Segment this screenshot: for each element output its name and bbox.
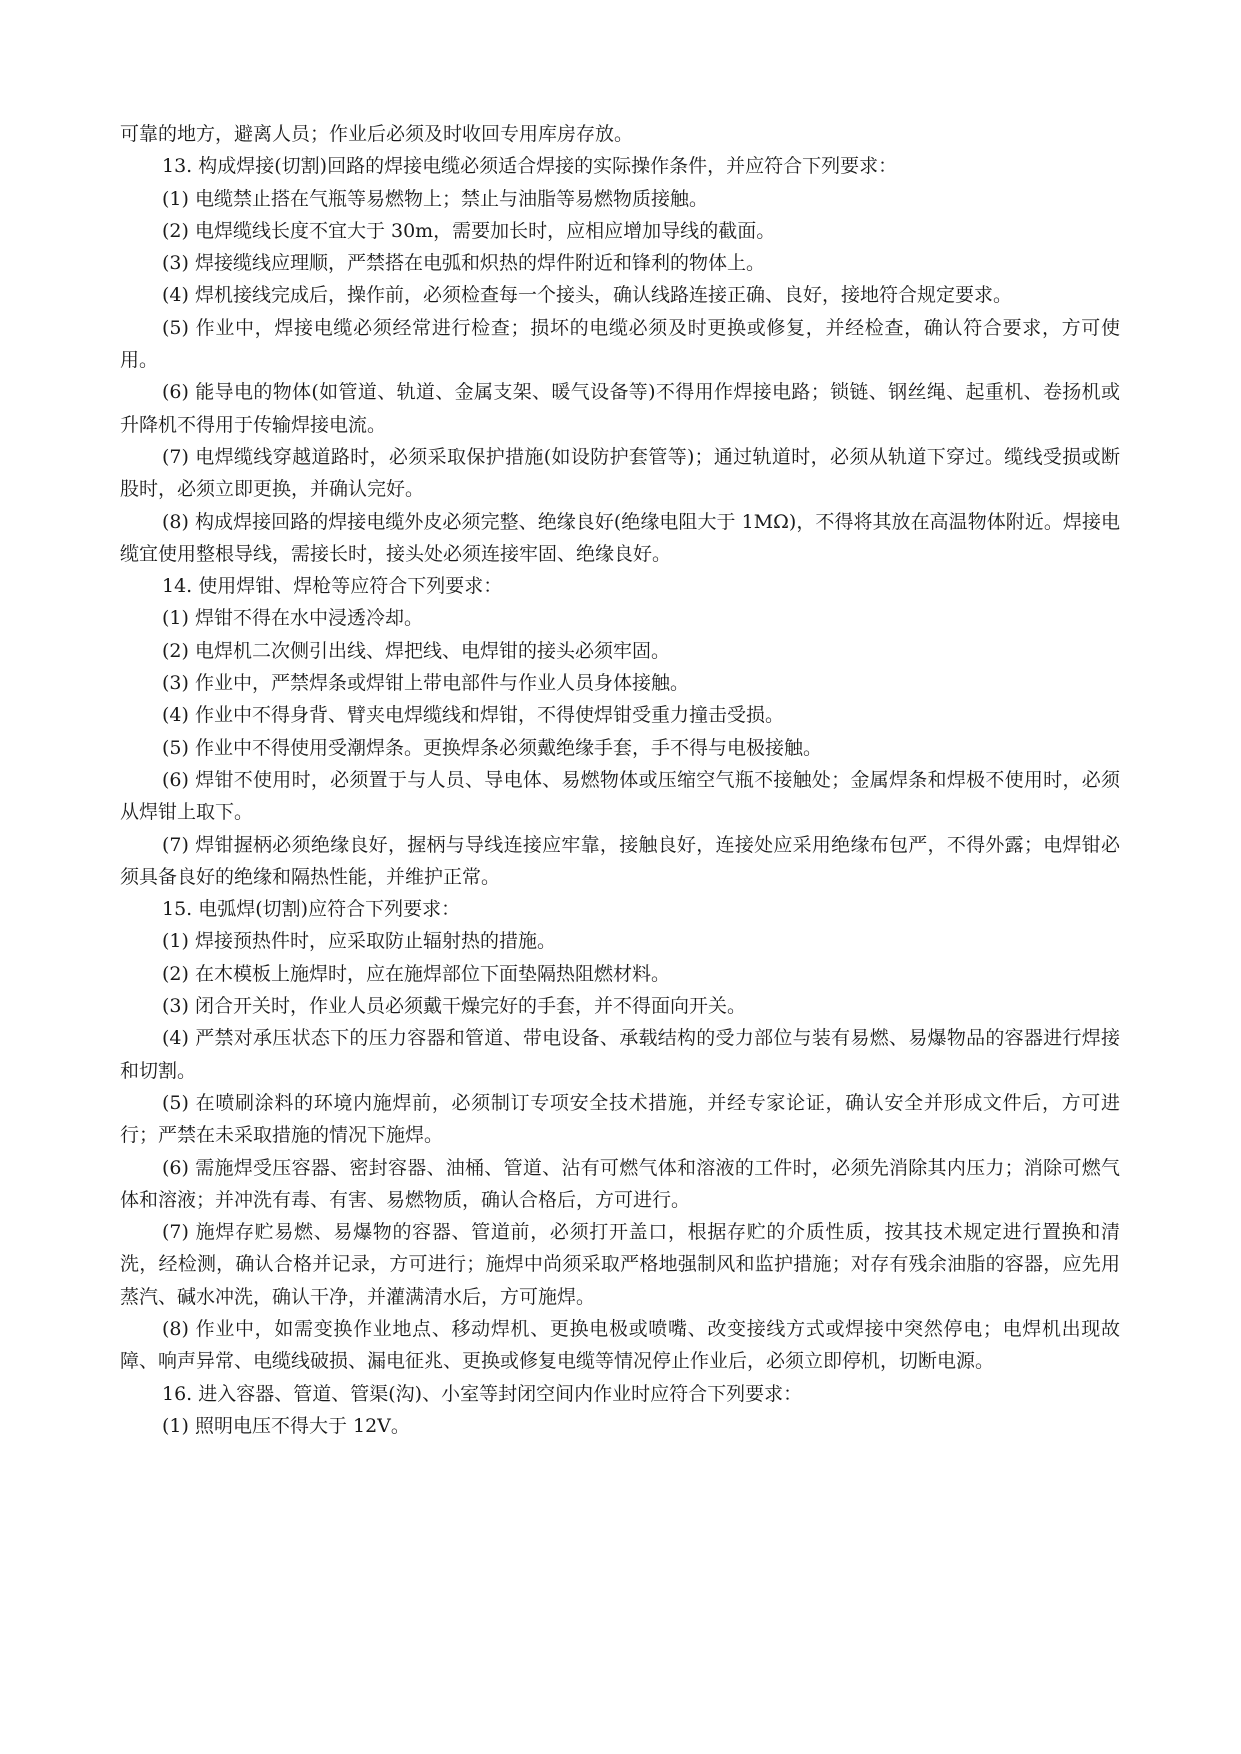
paragraph: (3) 闭合开关时，作业人员必须戴干燥完好的手套，并不得面向开关。 xyxy=(162,995,746,1018)
paragraph: (7) 焊钳握柄必须绝缘良好，握柄与导线连接应牢靠，接触良好，连接处应采用绝缘布包严，不得外露；电焊钳必须具备良好的绝缘和隔热性能，并维护正常。 xyxy=(120,833,1120,888)
paragraph: (8) 构成焊接回路的焊接电缆外皮必须完整、绝缘良好(绝缘电阻大于 1MΩ)，不得将其放在高温物体附近。焊接电缆宜使用整根导线，需接长时，接头处必须连接牢固、绝缘良好。 xyxy=(120,510,1120,565)
paragraph: (1) 焊钳不得在水中浸透冷却。 xyxy=(162,607,423,630)
paragraph: (3) 作业中，严禁焊条或焊钳上带电部件与作业人员身体接触。 xyxy=(162,672,689,695)
paragraph: 13. 构成焊接(切割)回路的焊接电缆必须适合焊接的实际操作条件，并应符合下列要求： xyxy=(162,155,898,178)
paragraph: (2) 电焊机二次侧引出线、焊把线、电焊钳的接头必须牢固。 xyxy=(162,639,670,662)
document-body xyxy=(120,118,1120,1442)
paragraph: (4) 作业中不得身背、臂夹电焊缆线和焊钳，不得使焊钳受重力撞击受损。 xyxy=(162,704,784,727)
paragraph: (6) 能导电的物体(如管道、轨道、金属支架、暖气设备等)不得用作焊接电路；锁链、钢丝绳、起重机、卷扬机或升降机不得用于传输焊接电流。 xyxy=(120,381,1120,436)
paragraph: (1) 照明电压不得大于 12V。 xyxy=(162,1414,410,1437)
paragraph: (1) 电缆禁止搭在气瓶等易燃物上；禁止与油脂等易燃物质接触。 xyxy=(162,187,708,210)
paragraph: (8) 作业中，如需变换作业地点、移动焊机、更换电极或喷嘴、改变接线方式或焊接中突然停电；电焊机出现故障、响声异常、电缆线破损、漏电征兆、更换或修复电缆等情况停止作业后，必须立即停机，切断电源。 xyxy=(120,1317,1120,1373)
paragraph: 16. 进入容器、管道、管渠(沟)、小室等封闭空间内作业时应符合下列要求： xyxy=(162,1382,803,1405)
paragraph: (5) 作业中不得使用受潮焊条。更换焊条必须戴绝缘手套，手不得与电极接触。 xyxy=(162,736,822,759)
paragraph: (4) 严禁对承压状态下的压力容器和管道、带电设备、承载结构的受力部位与装有易燃、易爆物品的容器进行焊接和切割。 xyxy=(120,1027,1120,1082)
paragraph: (2) 电焊缆线长度不宜大于 30m，需要加长时，应相应增加导线的截面。 xyxy=(162,219,776,242)
paragraph: (5) 在喷刷涂料的环境内施焊前，必须制订专项安全技术措施，并经专家论证，确认安全并形成文件后，方可进行；严禁在未采取措施的情况下施焊。 xyxy=(120,1091,1120,1147)
paragraph: (6) 焊钳不使用时，必须置于与人员、导电体、易燃物体或压缩空气瓶不接触处；金属焊条和焊极不使用时，必须从焊钳上取下。 xyxy=(120,768,1120,824)
paragraph: 15. 电弧焊(切割)应符合下列要求： xyxy=(162,898,461,921)
paragraph: (4) 焊机接线完成后，操作前，必须检查每一个接头，确认线路连接正确、良好，接地符合规定要求。 xyxy=(162,284,1012,307)
paragraph: (7) 电焊缆线穿越道路时，必须采取保护措施(如设防护套管等)；通过轨道时，必须从轨道下穿过。缆线受损或断股时，必须立即更换，并确认完好。 xyxy=(120,445,1120,501)
paragraph: (3) 焊接缆线应理顺，严禁搭在电弧和炽热的焊件附近和锋利的物体上。 xyxy=(162,252,765,275)
paragraph: (5) 作业中，焊接电缆必须经常进行检查；损坏的电缆必须及时更换或修复，并经检查，确认符合要求，方可使用。 xyxy=(120,316,1120,372)
paragraph: (7) 施焊存贮易燃、易爆物的容器、管道前，必须打开盖口，根据存贮的介质性质，按其技术规定进行置换和清洗，经检测，确认合格并记录，方可进行；施焊中尚须采取严格地强制风和监护措施；对存有残余油脂的容器，应先用蒸汽、碱水冲洗，确认干净，并灌满清水后，方可施焊。 xyxy=(120,1221,1120,1308)
paragraph: (6) 需施焊受压容器、密封容器、油桶、管道、沾有可燃气体和溶液的工件时，必须先消除其内压力；消除可燃气体和溶液；并冲洗有毒、有害、易燃物质，确认合格后，方可进行。 xyxy=(120,1156,1120,1211)
paragraph: (1) 焊接预热件时，应采取防止辐射热的措施。 xyxy=(162,930,556,953)
paragraph: 14. 使用焊钳、焊枪等应符合下列要求： xyxy=(162,575,503,598)
paragraph: (2) 在木模板上施焊时，应在施焊部位下面垫隔热阻燃材料。 xyxy=(162,962,670,985)
paragraph: 可靠的地方，避离人员；作业后必须及时收回专用库房存放。 xyxy=(120,123,634,145)
